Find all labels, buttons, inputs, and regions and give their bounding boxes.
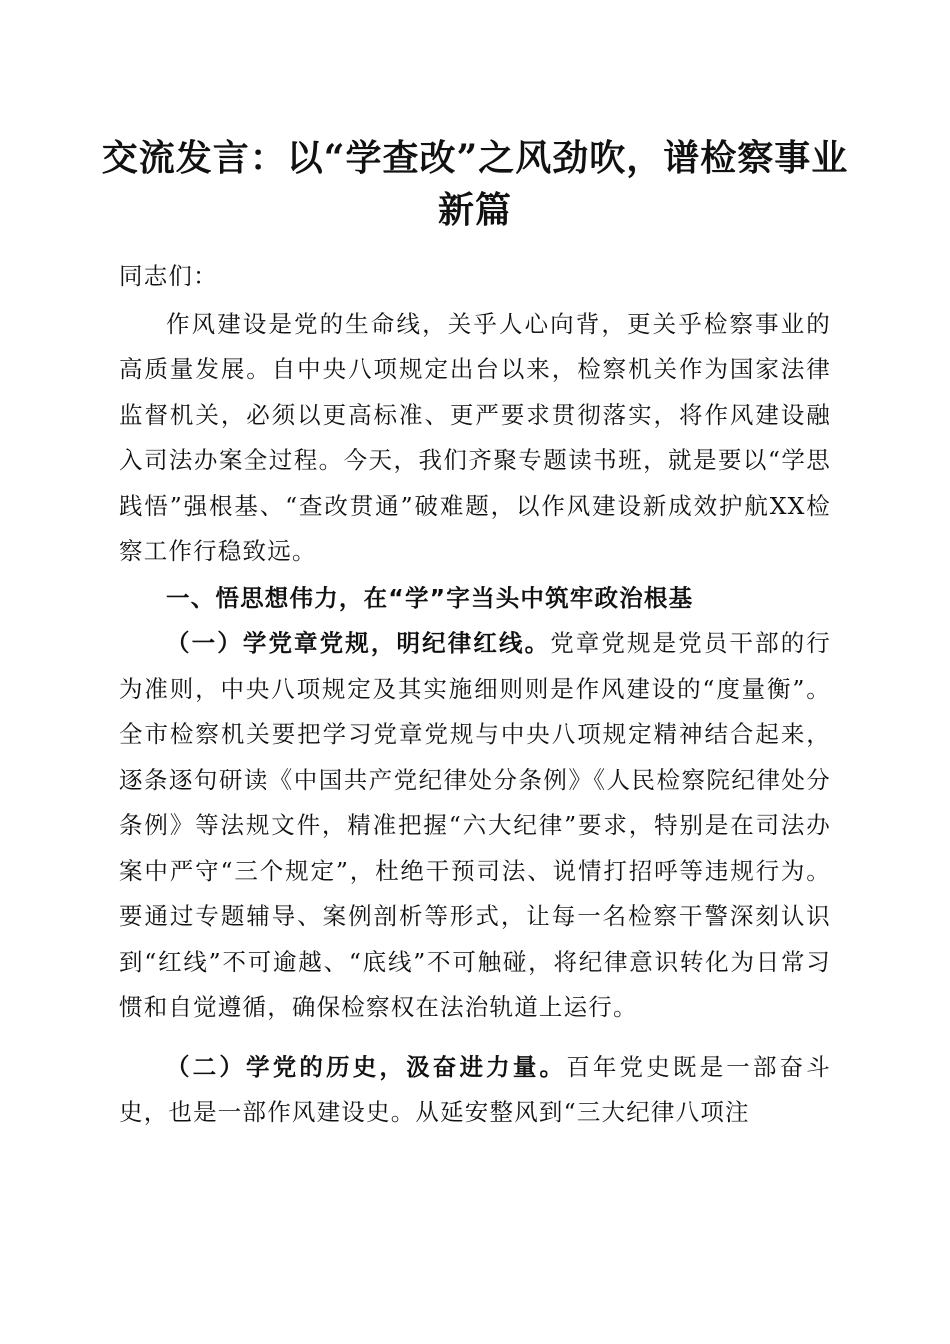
subsection-text-2: 百年党史既是一部奋斗史，也是一部作风建设史。从延安整风到“三大纪律八项注 <box>119 1052 831 1126</box>
subsection-paragraph-1 <box>119 621 831 1031</box>
subsection-heading-2: （二）学党的历史，汲奋进力量。 <box>166 1052 567 1081</box>
document-title: 交流发言：以“学查改”之风劲吹，谱检察事业新篇 <box>101 137 849 231</box>
subsection-paragraph-2 <box>119 1045 831 1136</box>
salutation: 同志们： <box>119 262 218 290</box>
intro-paragraph: 作风建设是党的生命线，关乎人心向背，更关乎检察事业的高质量发展。自中央八项规定出台以来，检察机关作为国家法律监督机关，必须以更高标准、更严要求贯彻落实，将作风建设融入司法办案全过程。今天，我们齐聚专题读书班，就是要以“学思践悟”强根基、“查改贯通”破难题，以作风建设新成效护航XX检察工作行稳致远。 <box>119 309 831 565</box>
document-body <box>119 254 831 1136</box>
section-heading-1: 一、悟思想伟力，在“学”字当头中筑牢政治根基 <box>166 583 694 612</box>
subsection-heading-1: （一）学党章党规，明纪律红线。 <box>166 629 551 657</box>
subsection-text-1: 党章党规是党员干部的行为准则，中央八项规定及其实施细则则是作风建设的“度量衡”。全市检察机关要把学习党章党规与中央八项规定精神结合起来，逐条逐句研读《中国共产党纪律处分条例》《人民检察院纪律处分条例》等法规文件，精准把握“六大纪律”要求，特别是在司法办案中严守“三个规定”，杜绝干预司法、说情打招呼等违规行为。要通过专题辅导、案例剖析等形式，让每一名检察干警深刻认识到“红线”不可逾越、“底线”不可触碰，将纪律意识转化为日常习惯和自觉遵循，确保检察权在法治轨道上运行。 <box>119 629 832 1021</box>
